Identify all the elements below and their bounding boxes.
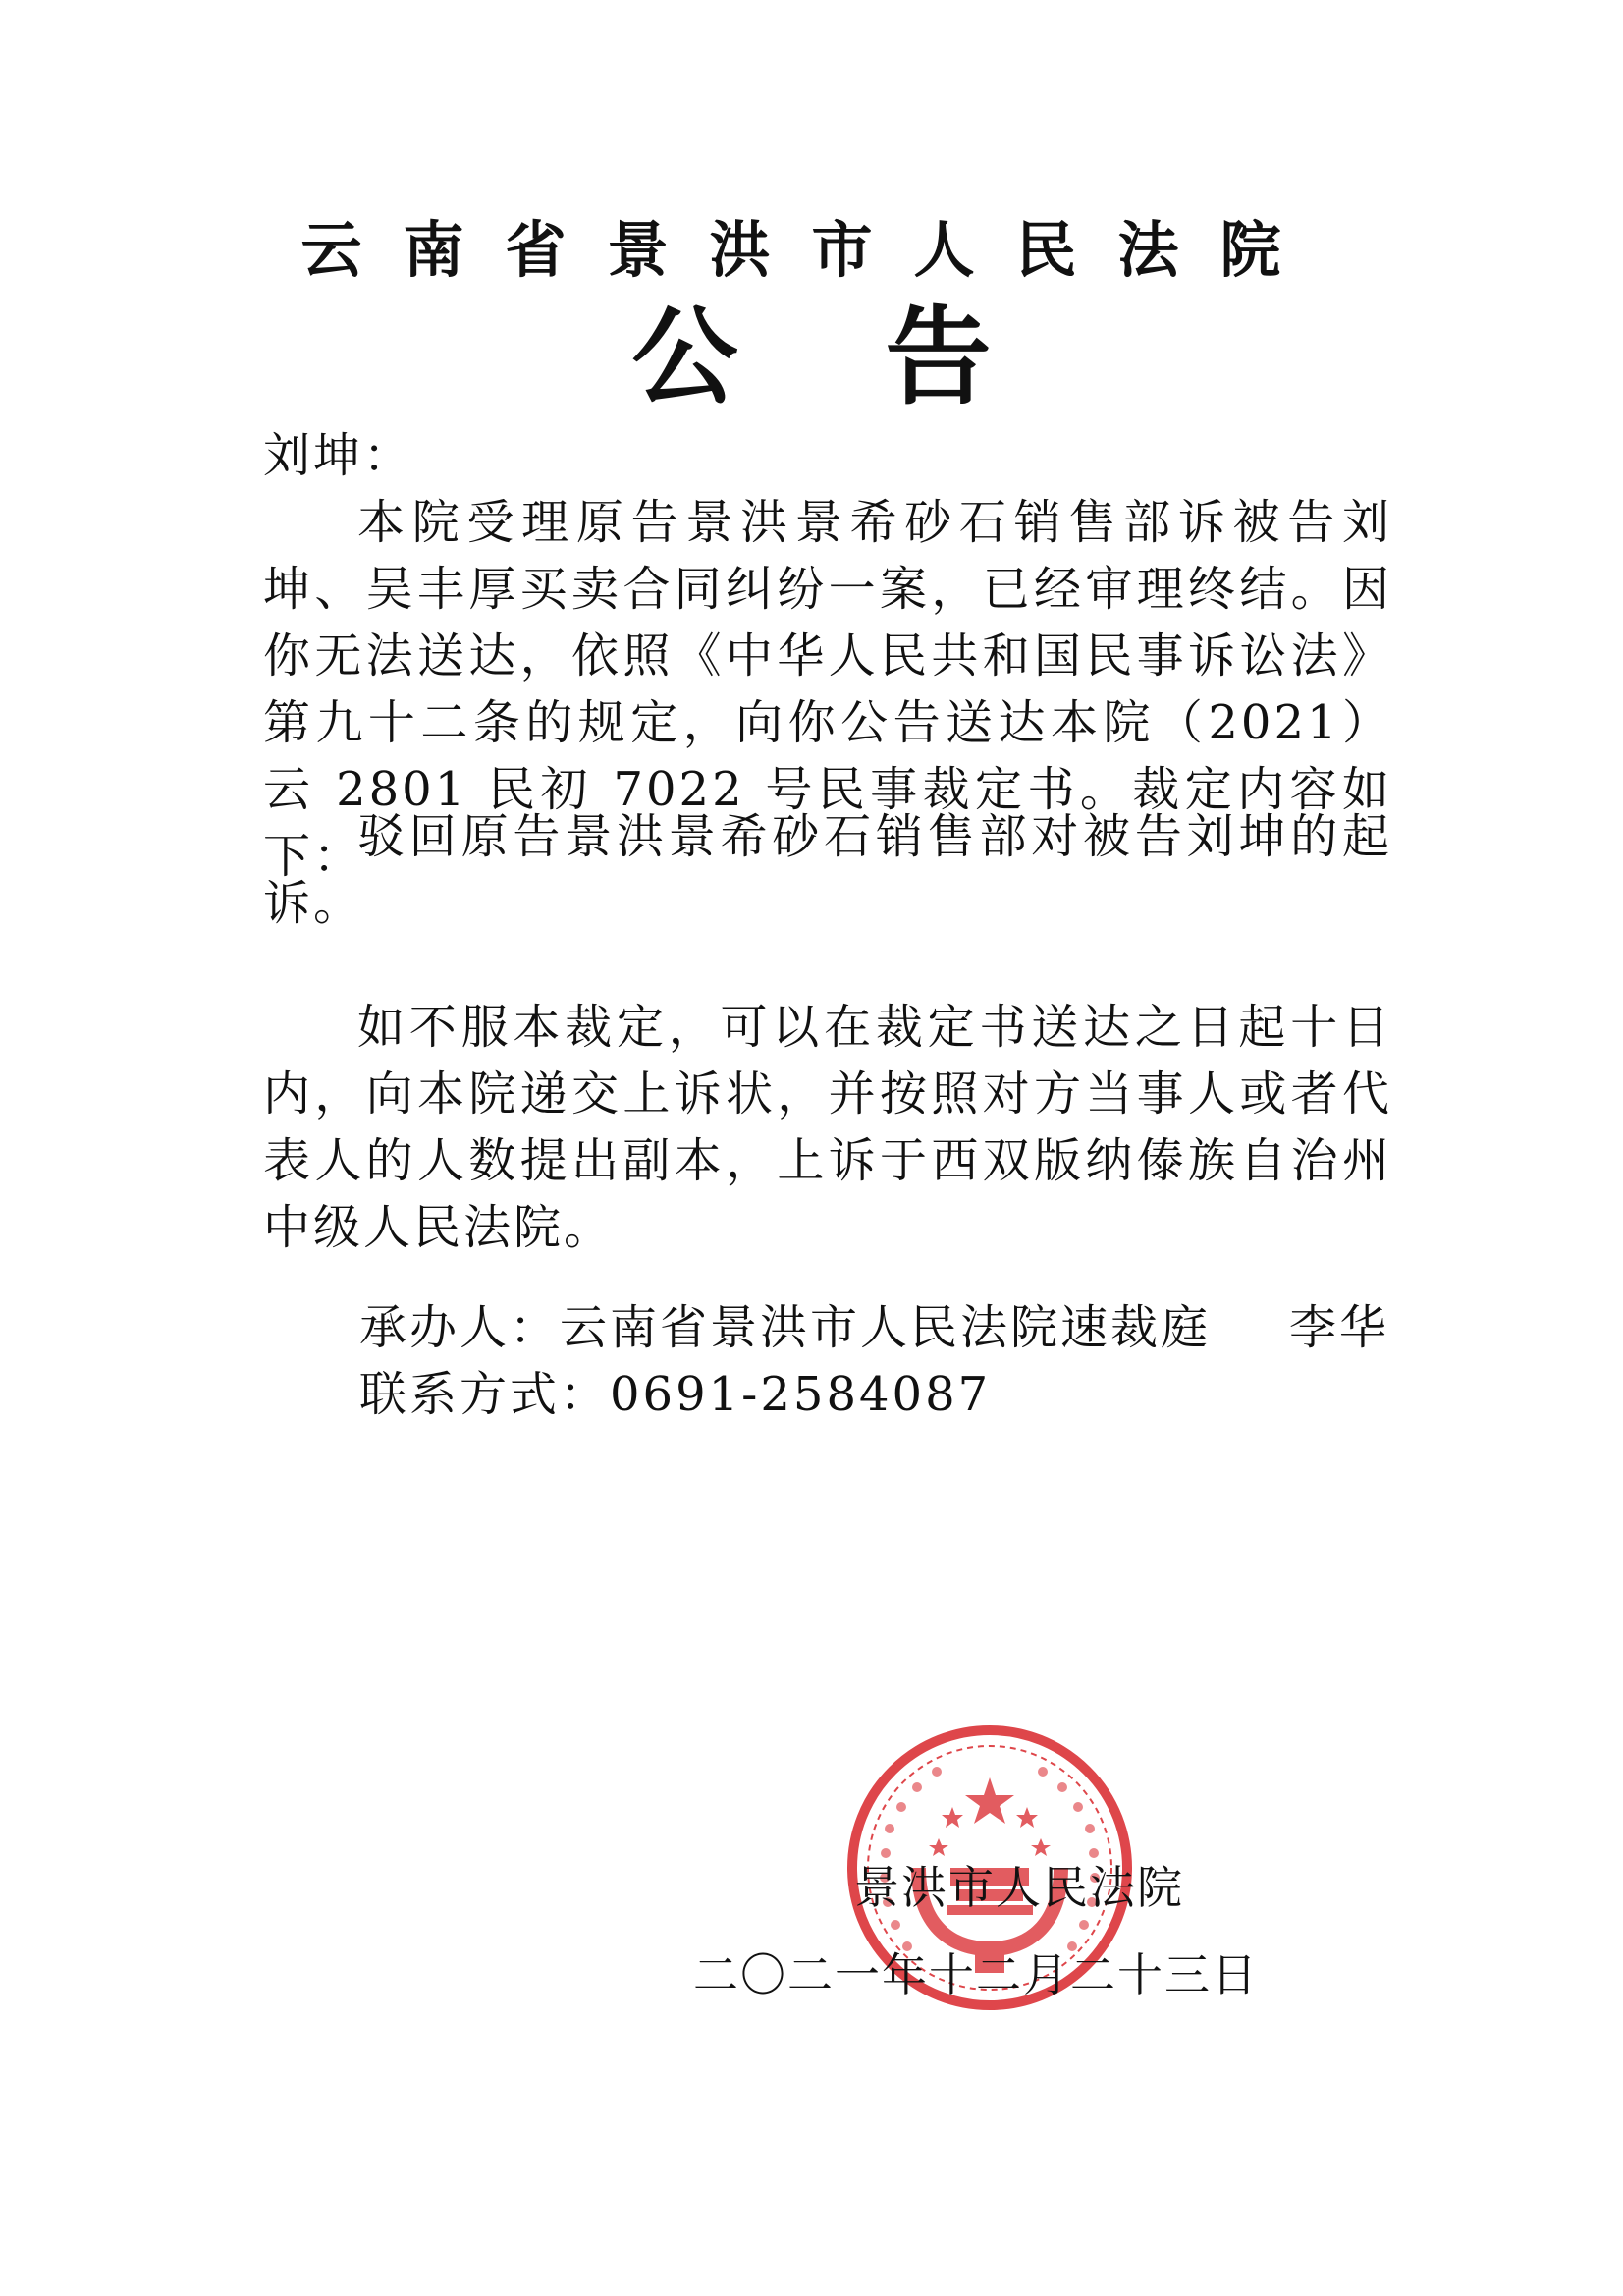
signature-date: 二〇二一年十二月二十三日: [693, 1948, 1259, 2001]
handler-line: [359, 1294, 1389, 1361]
addressee: 刘坤：: [263, 428, 414, 483]
handler-unit: 云南省景洪市人民法院速裁庭: [560, 1300, 1212, 1355]
notice-paragraph-1: 本院受理原告景洪景希砂石销售部诉被告刘坤、吴丰厚买卖合同纠纷一案，已经审理终结。因你无法送达，依照《中华人民共和国民事诉讼法》第九十二条的规定，向你公告送达本院（2021）云 2801 民初 7022 号民事裁定书。裁定内容如下：: [263, 495, 1392, 884]
phone-line: [359, 1361, 991, 1428]
ruling-paragraph: 驳回原告景洪景希砂石销售部对被告刘坤的起诉。: [263, 809, 1392, 931]
phone-label: 联系方式：: [359, 1367, 611, 1422]
handler-label: 承办人：: [359, 1300, 561, 1355]
phone-number: 0691-2584087: [610, 1367, 992, 1422]
handler-name: 李华: [1289, 1300, 1390, 1355]
appeal-paragraph: 如不服本裁定，可以在裁定书送达之日起十日内，向本院递交上诉状，并按照对方当事人或者代表人的人数提出副本，上诉于西双版纳傣族自治州中级人民法院。: [263, 1000, 1392, 1255]
signature-court: 景洪市人民法院: [854, 1861, 1184, 1914]
court-name: 云南省景洪市人民法院: [300, 214, 1323, 286]
document-title: 公告: [631, 297, 1139, 419]
